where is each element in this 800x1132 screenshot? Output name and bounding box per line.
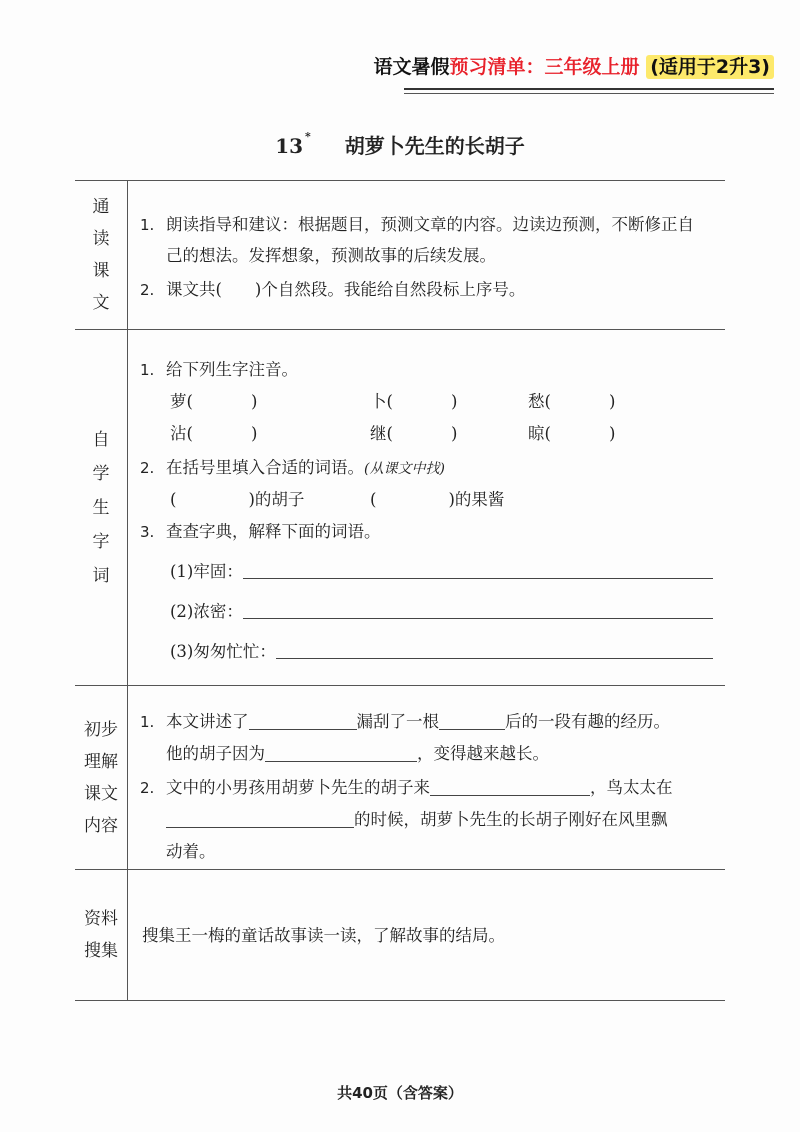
answer-blank[interactable]	[439, 713, 505, 731]
answer-blank[interactable]	[249, 713, 357, 731]
label-line: 课文	[84, 783, 118, 804]
label-char: 文	[92, 293, 110, 313]
pinyin-item[interactable]: 愁( )	[528, 392, 616, 411]
word-definition-label: (1)牢固：	[170, 562, 243, 581]
pinyin-item[interactable]: 继( )	[370, 424, 458, 443]
label-char: 自	[92, 429, 110, 450]
q2-text: 的时候，胡萝卜先生的长胡子刚好在风里飘	[354, 810, 668, 829]
fill-word-blank[interactable]: ( )的胡子	[170, 490, 305, 509]
q1-text: 漏刮了一根	[356, 712, 439, 731]
label-char: 通	[92, 197, 110, 217]
answer-blank[interactable]	[430, 779, 590, 797]
header-list-title: 预习清单：三年级上册	[449, 56, 640, 78]
q1-text: ，变得越来越长。	[417, 744, 549, 763]
worksheet-table	[75, 180, 725, 1001]
word-definition-label: (2)浓密：	[170, 602, 243, 621]
section-label	[75, 686, 128, 869]
section-read-text	[75, 180, 725, 329]
header-subject: 语文暑假	[373, 56, 450, 78]
item-number: 1.	[140, 361, 155, 379]
pinyin-item[interactable]: 卜( )	[370, 392, 458, 411]
pinyin-item[interactable]: 萝( )	[170, 392, 258, 411]
header-grade-badge: (适用于2升3)	[646, 55, 774, 79]
label-char: 字	[92, 531, 110, 552]
label-line: 内容	[84, 815, 118, 836]
reading-guide-cont: 己的想法。发挥想象，预测故事的后续发展。	[166, 246, 496, 265]
definition-line[interactable]	[276, 658, 713, 659]
dictionary-question: 查查字典，解释下面的词语。	[166, 522, 381, 541]
label-char: 读	[92, 229, 110, 249]
fill-word-blank[interactable]: ( )的果酱	[370, 490, 505, 509]
item-number: 1.	[140, 216, 155, 234]
word-definition-label: (3)匆匆忙忙：	[170, 642, 276, 661]
label-char: 课	[92, 261, 110, 281]
label-line: 搜集	[84, 941, 118, 961]
section-research	[75, 869, 725, 1001]
section-comprehension	[75, 685, 725, 869]
section-label	[75, 870, 128, 1000]
header-rule-thick	[404, 88, 774, 90]
answer-blank[interactable]	[166, 811, 354, 829]
section-label	[75, 181, 128, 329]
page-footer: 共40页（含答案）	[337, 1084, 463, 1102]
item-number: 2.	[140, 459, 155, 477]
pinyin-question: 给下列生字注音。	[166, 360, 298, 379]
q1-text: 他的胡子因为	[166, 744, 265, 763]
page-header	[374, 52, 774, 79]
definition-line[interactable]	[243, 618, 713, 619]
q2-text: 文中的小男孩用胡萝卜先生的胡子来	[166, 778, 430, 797]
lesson-title	[0, 130, 800, 159]
lesson-number: 13	[275, 134, 304, 158]
item-number: 1.	[140, 713, 155, 731]
item-number: 3.	[140, 523, 155, 541]
item-number: 2.	[140, 281, 155, 299]
item-number: 2.	[140, 779, 155, 797]
label-line: 初步	[84, 719, 118, 740]
label-line: 理解	[84, 751, 118, 772]
pinyin-item[interactable]: 沾( )	[170, 424, 258, 443]
fill-words-question: 在括号里填入合适的词语。	[166, 458, 364, 477]
label-char: 学	[92, 463, 110, 484]
section-new-words	[75, 329, 725, 685]
lesson-name: 胡萝卜先生的长胡子	[344, 134, 525, 158]
label-char: 词	[92, 565, 110, 586]
q1-text: 后的一段有趣的经历。	[505, 712, 670, 731]
label-line: 资料	[84, 909, 118, 929]
header-rule-thin	[404, 93, 774, 94]
paragraph-count-question: 课文共( )个自然段。我能给自然段标上序号。	[166, 280, 526, 299]
answer-blank[interactable]	[265, 745, 417, 763]
definition-line[interactable]	[243, 578, 713, 579]
fill-words-hint: (从课文中找)	[364, 461, 445, 477]
q2-text: ，鸟太太在	[590, 778, 673, 797]
lesson-mark: *	[305, 130, 311, 143]
section-label	[75, 330, 128, 685]
research-task: 搜集王一梅的童话故事读一读，了解故事的结局。	[142, 926, 505, 945]
reading-guide: 朗读指导和建议：根据题目，预测文章的内容。边读边预测，不断修正自	[166, 215, 694, 234]
pinyin-item[interactable]: 晾( )	[528, 424, 616, 443]
q2-text: 动着。	[166, 842, 216, 861]
label-char: 生	[92, 497, 110, 518]
q1-text: 本文讲述了	[166, 712, 249, 731]
